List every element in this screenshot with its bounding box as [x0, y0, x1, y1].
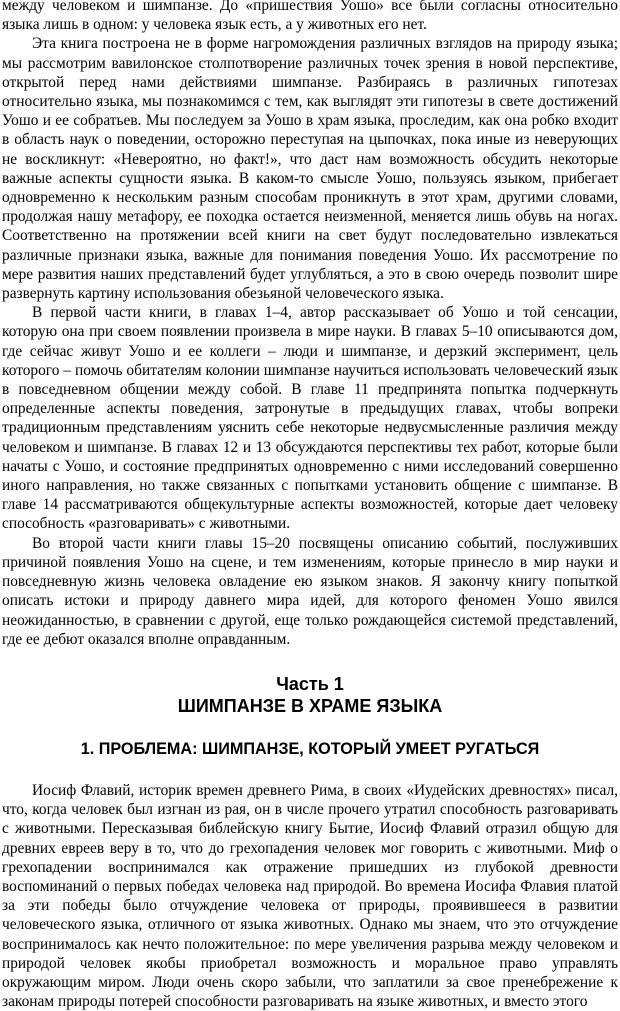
- part-title: ШИМПАНЗЕ В ХРАМЕ ЯЗЫКА: [177, 695, 443, 716]
- intro-paragraph-2: Эта книга построена не в форме нагромождения различных взглядов на природу языка; мы рассмотрим вавилонское столпотворение различных точек зрения в новой перспективе, открытой перед нами действиями шимпанзе. Разбираясь в различных гипотезах относительно языка, мы познакомимся с тем, как выглядят эти гипотезы в свете достижений Уошо и ее собратьев. Мы последуем за Уошо в храм языка, проследим, как она робко входит в область наук о поведении, осторожно переступая на цыпочках, пока иные из неверующих не воскликнут: «Невероятно, но факт!», что даст нам возможность обсудить некоторые важные аспекты сущности языка. В каком-то смысле Уошо, пользуясь языком, прибегает одновременно к нескольким разным способам проникнуть в этот храм, другими словами, продолжая нашу метафору, ее походка остается неизменной, меняется лишь обувь на ногах. Соответственно на протяжении всей книги на свет будут последовательно извлекаться различные признаки языка, важные для понимания поведения Уошо. Их рассмотрение по мере развития наших представлений будет углубляться, а это в свою очередь позволит шире развернуть картину использования обезьяной человеческого языка.: [2, 35, 618, 303]
- chapter-title: 1. ПРОБЛЕМА: ШИМПАНЗЕ, КОТОРЫЙ УМЕЕТ РУГАТЬСЯ: [80, 739, 540, 758]
- part-label: Часть 1: [276, 673, 344, 694]
- intro-paragraph-3: В первой части книги, в главах 1–4, автор рассказывает об Уошо и той сенсации, которую она при своем появлении произвела в мире науки. В главах 5–10 описываются дом, где сейчас живут Уошо и ее коллеги – люди и шимпанзе, и дерзкий эксперимент, цель которого – помочь обитателям колонии шимпанзе научиться использовать человеческий язык в повседневном общении между собой. В главе 11 предпринята попытка подчеркнуть определенные аспекты поведения, затронутые в предыдущих главах, чтобы вопреки традиционным представлениям уяснить себе некоторые недвусмысленные различия между человеком и шимпанзе. В главах 12 и 13 обсуждаются перспективы тех работ, которые были начаты с Уошо, и состояние предпринятых одновременно с ними исследований совершенно иного направления, но также связанных с попытками установить общение с шимпанзе. В главе 14 рассматриваются общекультурные аспекты возможностей, которые дает человеку способность «разговаривать» с животными.: [2, 304, 618, 533]
- intro-paragraph-1: между человеком и шимпанзе. До «пришествия Уошо» все были согласны относительно языка лишь в одном: у человека язык есть, а у животных его нет.: [2, 0, 618, 34]
- chapter-paragraph-1: Иосиф Флавий, историк времен древнего Рима, в своих «Иудейских древностях» писал, что, когда человек был изгнан из рая, он в числе прочего утратил способность разговаривать с животными. Пересказывая библейскую книгу Бытие, Иосиф Флавий отразил общую для древних евреев веру в то, что до грехопадения человек мог говорить с животными. Миф о грехопадении воспринимался как отражение пришедших из глубокой древности воспоминаний о первых победах человека над природой. Во времена Иосифа Флавия платой за эти победы было отчуждение человека от природы, проявившееся в развитии человеческого языка, отличного от языка животных. Однако мы знаем, что это отчуждение воспринималось как нечто положительное: по мере увеличения разрыва между человеком и природой человек якобы приобретал возможность и моральное право управлять окружающим миром. Люди очень скоро забыли, что заплатили за свое пренебрежение к законам природы потерей способности разговаривать на языке животных, и вместо этого: [2, 781, 618, 1011]
- intro-paragraph-4: Во второй части книги главы 15–20 посвящены описанию событий, послуживших причиной появления Уошо на сцене, и тем изменениям, которые принесло в мир науки и повседневную жизнь человека овладение ею языком знаков. Я закончу книгу попыткой описать истоки и природу давнего мира идей, для которого феномен Уошо явился неожиданностью, в сравнении с другой, еще только рождающейся системой представлений, где ее дебют оказался вполне оправданным.: [2, 534, 618, 648]
- document-page: [2, 0, 618, 1011]
- part-heading: [2, 673, 618, 717]
